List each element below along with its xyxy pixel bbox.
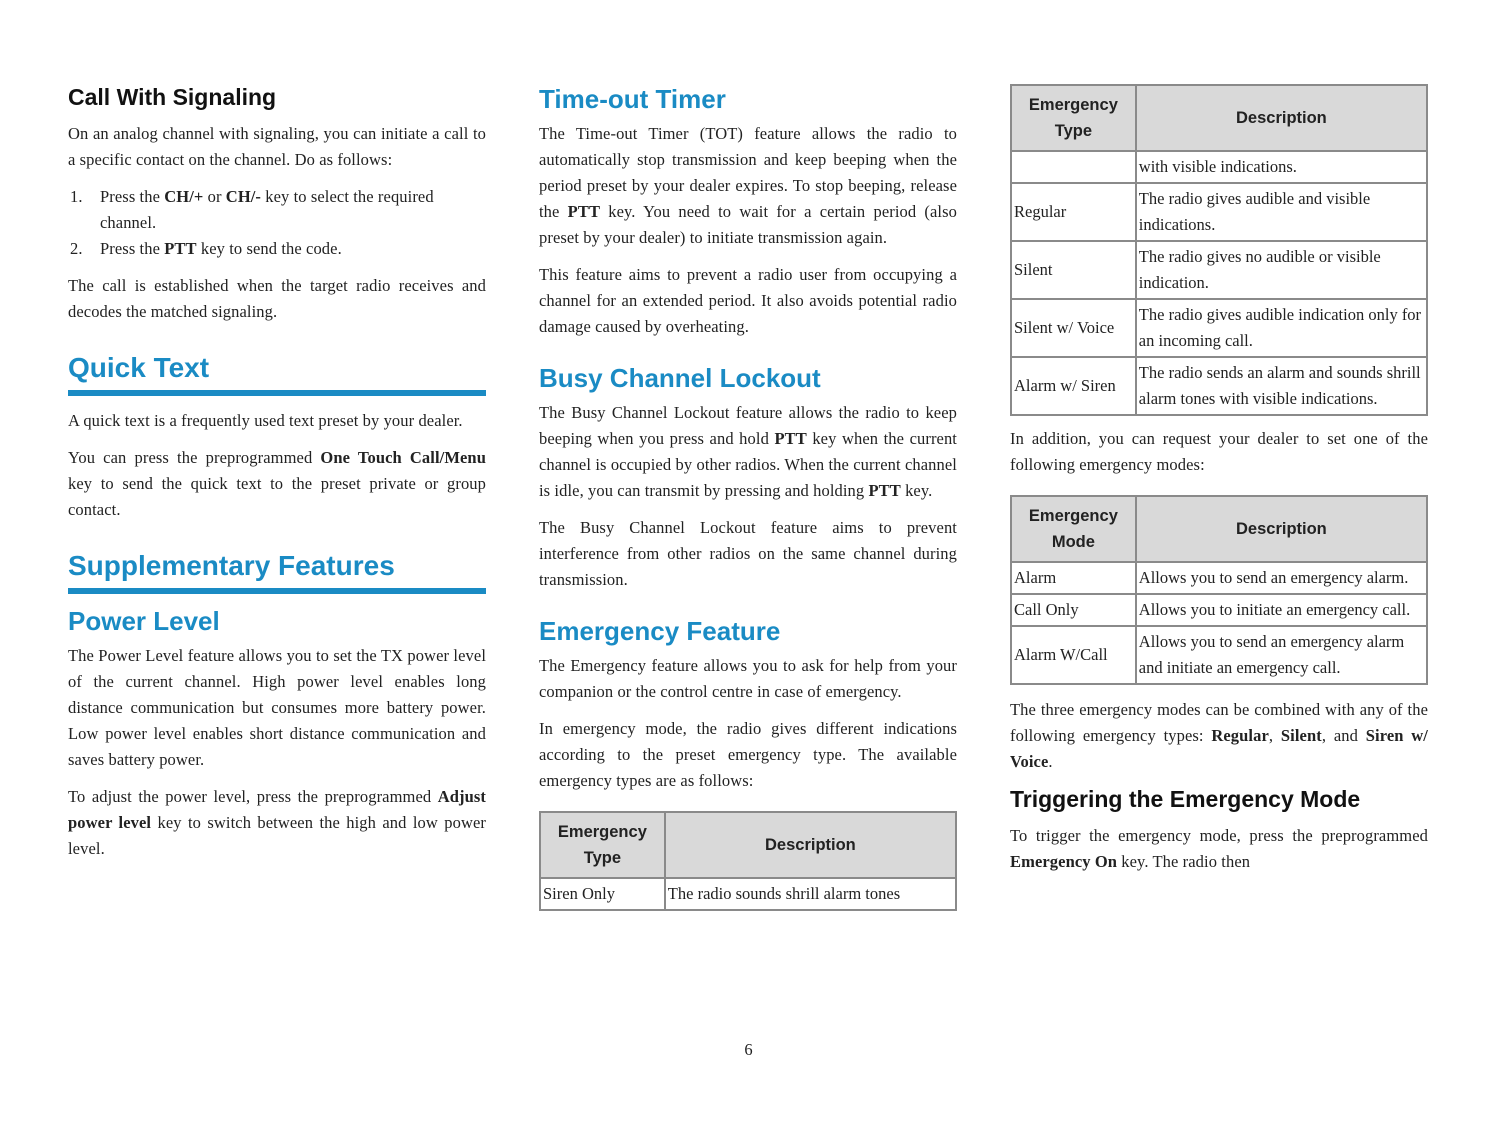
- table-header-cell: Description: [665, 812, 956, 878]
- heading-rule: [68, 588, 486, 594]
- emergency-type-table-continued: [1010, 84, 1428, 416]
- quick-text-paragraph: A quick text is a frequently used text preset by your dealer.: [68, 411, 463, 430]
- table-header-row: [1011, 85, 1427, 151]
- quick-text-heading: Quick Text: [68, 352, 210, 383]
- power-level-heading: Power Level: [68, 606, 220, 636]
- table-row: [1011, 241, 1427, 299]
- table-cell: Silent w/ Voice: [1011, 299, 1136, 357]
- tot-aim-paragraph: This feature aims to prevent a radio user from occupying a channel for an extended period. It also avoids potential radio damage caused by overheating.: [539, 265, 957, 336]
- emergency-type-table: [539, 811, 957, 911]
- emergency-modes-intro-paragraph: In addition, you can request your dealer to set one of the following emergency modes:: [1010, 429, 1428, 474]
- emergency-combine-paragraph: The three emergency modes can be combined with any of the following emergency types: Regular, Silent, and Siren w/ Voice.: [1010, 700, 1428, 771]
- trigger-paragraph: To trigger the emergency mode, press the preprogrammed Emergency On key. The radio then: [1010, 826, 1428, 871]
- table-row: [1011, 626, 1427, 684]
- table-row: [1011, 183, 1427, 241]
- busy-channel-lockout-heading: Busy Channel Lockout: [539, 363, 821, 393]
- quick-text-usage-paragraph: You can press the preprogrammed One Touch Call/Menu key to send the quick text to the preset private or group contact.: [68, 448, 486, 519]
- bcl-aim-paragraph: The Busy Channel Lockout feature aims to prevent interference from other radios on the same channel during transmission.: [539, 518, 957, 589]
- bcl-paragraph: The Busy Channel Lockout feature allows the radio to keep beeping when you press and hold PTT key when the current channel is occupied by other radios. When the current channel is idle, you can transmit by pressing and holding PTT key.: [539, 403, 957, 500]
- power-level-paragraph: The Power Level feature allows you to set the TX power level of the current channel. High power level enables long distance communication but consumes more battery power. Low power level enables short distance communication and saves battery power.: [68, 646, 486, 769]
- table-cell: Alarm w/ Siren: [1011, 357, 1136, 415]
- emergency-types-paragraph: In emergency mode, the radio gives different indications according to the preset emergency type. The available emergency types are as follows:: [539, 719, 957, 790]
- table-cell: with visible indications.: [1136, 151, 1427, 183]
- left-column: [68, 80, 486, 873]
- table-row: [1011, 562, 1427, 594]
- table-cell: Silent: [1011, 241, 1136, 299]
- emergency-mode-table: [1010, 495, 1428, 685]
- table-cell: The radio gives audible indication only for an incoming call.: [1136, 299, 1427, 357]
- list-item: 1. Press the CH/+ or CH/- key to select the required channel.: [70, 187, 434, 232]
- supplementary-features-heading: Supplementary Features: [68, 550, 395, 581]
- emergency-paragraph: The Emergency feature allows you to ask for help from your companion or the control centre in case of emergency.: [539, 656, 957, 701]
- heading-rule: [68, 390, 486, 396]
- triggering-emergency-mode-heading: Triggering the Emergency Mode: [1010, 786, 1361, 812]
- table-cell: Regular: [1011, 183, 1136, 241]
- table-cell: Siren Only: [540, 878, 665, 910]
- table-header-cell: Emergency Mode: [1011, 496, 1136, 562]
- tot-paragraph: The Time-out Timer (TOT) feature allows the radio to automatically stop transmission and keep beeping when the period preset by your dealer expires. To stop beeping, release the PTT key. You need to wait for a certain period (also preset by your dealer) to initiate transmission again.: [539, 124, 957, 247]
- table-header-cell: Emergency Type: [540, 812, 665, 878]
- call-intro-paragraph: On an analog channel with signaling, you can initiate a call to a specific contact on the channel. Do as follows:: [68, 124, 486, 169]
- table-cell: [1011, 151, 1136, 183]
- table-header-cell: Description: [1136, 85, 1427, 151]
- table-cell: The radio gives audible and visible indications.: [1136, 183, 1427, 241]
- right-column: [1010, 84, 1428, 886]
- table-cell: Alarm W/Call: [1011, 626, 1136, 684]
- table-row: [1011, 594, 1427, 626]
- table-header-cell: Description: [1136, 496, 1427, 562]
- table-header-cell: Emergency Type: [1011, 85, 1136, 151]
- table-cell: The radio sends an alarm and sounds shrill alarm tones with visible indications.: [1136, 357, 1427, 415]
- table-row: [1011, 299, 1427, 357]
- call-steps-list: [68, 184, 486, 262]
- emergency-feature-heading: Emergency Feature: [539, 616, 781, 646]
- list-item: 2. Press the PTT key to send the code.: [70, 239, 342, 258]
- time-out-timer-heading: Time-out Timer: [539, 84, 726, 114]
- table-cell: The radio gives no audible or visible indication.: [1136, 241, 1427, 299]
- table-cell: Call Only: [1011, 594, 1136, 626]
- table-header-row: [540, 812, 956, 878]
- middle-column: [539, 84, 957, 911]
- table-row: [540, 878, 956, 910]
- table-row: [1011, 357, 1427, 415]
- call-with-signaling-heading: Call With Signaling: [68, 84, 277, 110]
- table-cell: Alarm: [1011, 562, 1136, 594]
- power-level-adjust-paragraph: To adjust the power level, press the preprogrammed Adjust power level key to switch between the high and low power level.: [68, 787, 486, 858]
- table-cell: Allows you to send an emergency alarm.: [1136, 562, 1427, 594]
- table-cell: The radio sounds shrill alarm tones: [665, 878, 956, 910]
- call-result-paragraph: The call is established when the target radio receives and decodes the matched signaling.: [68, 276, 486, 321]
- page-number: 6: [744, 1040, 753, 1059]
- table-cell: Allows you to send an emergency alarm and initiate an emergency call.: [1136, 626, 1427, 684]
- table-header-row: [1011, 496, 1427, 562]
- table-row: [1011, 151, 1427, 183]
- table-cell: Allows you to initiate an emergency call.: [1136, 594, 1427, 626]
